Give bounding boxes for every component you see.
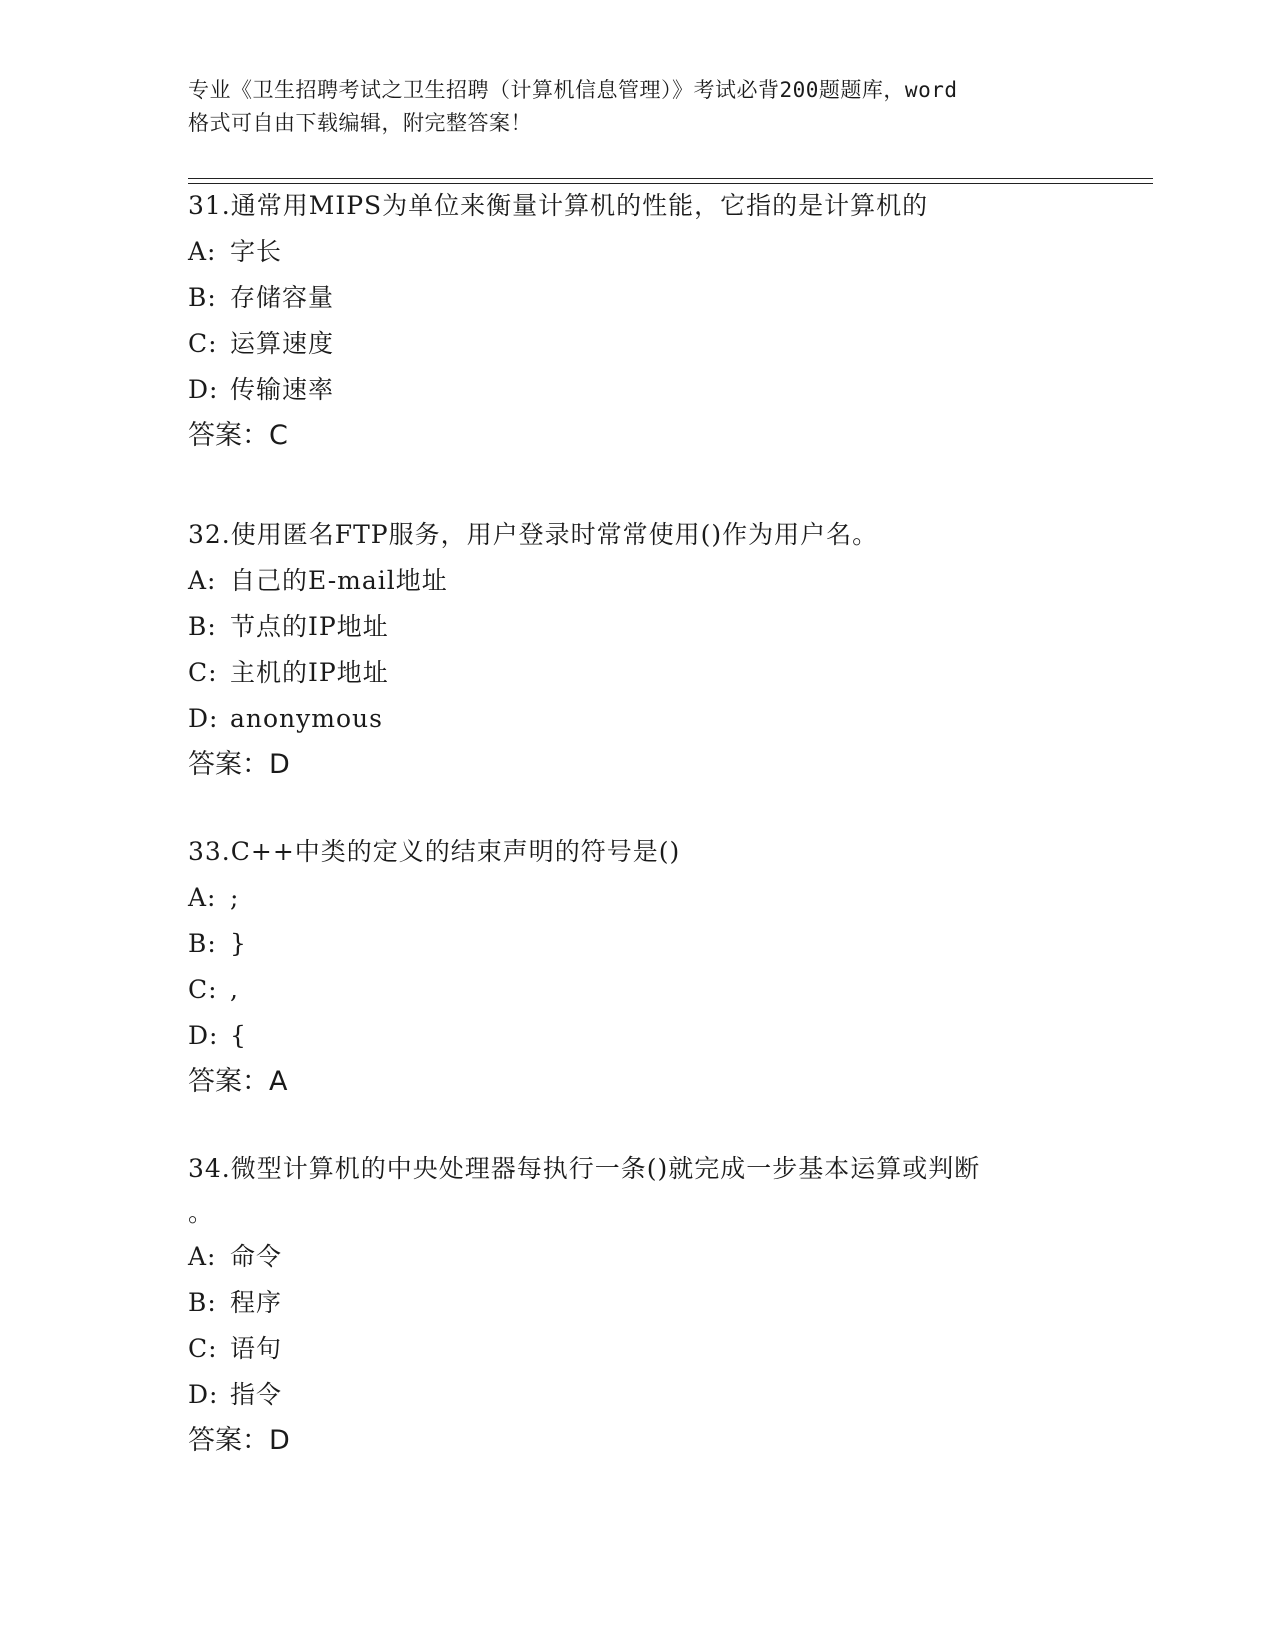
question-block (188, 1146, 1088, 1464)
option-key: C: (188, 658, 218, 687)
option-text: 存储容量 (230, 283, 335, 312)
option-key: B: (188, 1288, 217, 1317)
header-line-2: 格式可自由下载编辑，附完整答案！ (188, 111, 532, 135)
question-stem-continuation: 。 (188, 1198, 215, 1227)
option-key: A: (188, 237, 217, 266)
option-text: 节点的IP地址 (230, 612, 389, 641)
option-a (188, 558, 1088, 604)
option-c (188, 321, 1088, 367)
option-c (188, 967, 1088, 1013)
question-block (188, 512, 1088, 788)
option-text: 程序 (230, 1288, 283, 1317)
document-header (188, 74, 1088, 140)
option-key: B: (188, 929, 217, 958)
option-text: 命令 (230, 1242, 283, 1271)
option-d (188, 367, 1088, 413)
option-text: { (230, 1021, 247, 1050)
question-stem: 31.通常用MIPS为单位来衡量计算机的性能，它指的是计算机的 (188, 191, 929, 220)
option-key: D: (188, 1380, 219, 1409)
option-b (188, 921, 1088, 967)
option-b (188, 1280, 1088, 1326)
question-stem: 34.微型计算机的中央处理器每执行一条()就完成一步基本运算或判断 (188, 1154, 981, 1183)
option-d (188, 1372, 1088, 1418)
option-text: 指令 (230, 1380, 283, 1409)
header-divider-top (188, 178, 1153, 179)
option-c (188, 1326, 1088, 1372)
option-b (188, 275, 1088, 321)
option-text: 自己的E-mail地址 (230, 566, 448, 595)
option-d (188, 696, 1088, 742)
option-key: C: (188, 329, 218, 358)
option-text: , (230, 975, 239, 1004)
option-a (188, 875, 1088, 921)
option-key: A: (188, 1242, 217, 1271)
option-a (188, 229, 1088, 275)
option-text: 主机的IP地址 (230, 658, 389, 687)
option-text: 字长 (230, 237, 283, 266)
option-key: B: (188, 283, 217, 312)
option-text: ; (230, 883, 240, 912)
answer-line: 答案：D (188, 749, 290, 780)
option-text: } (230, 929, 247, 958)
option-key: C: (188, 975, 218, 1004)
option-key: A: (188, 883, 217, 912)
answer-line: 答案：C (188, 420, 288, 451)
option-text: 运算速度 (230, 329, 335, 358)
option-text: 语句 (230, 1334, 283, 1363)
option-key: A: (188, 566, 217, 595)
option-b (188, 604, 1088, 650)
option-d (188, 1013, 1088, 1059)
option-a (188, 1234, 1088, 1280)
option-c (188, 650, 1088, 696)
option-text: 传输速率 (230, 375, 335, 404)
question-block (188, 183, 1088, 459)
option-key: D: (188, 375, 219, 404)
option-text: anonymous (230, 704, 383, 733)
header-line-1: 专业《卫生招聘考试之卫生招聘（计算机信息管理）》考试必背200题题库，word (188, 78, 958, 102)
option-key: D: (188, 1021, 219, 1050)
option-key: C: (188, 1334, 218, 1363)
answer-line: 答案：D (188, 1425, 290, 1456)
question-stem: 33.C++中类的定义的结束声明的符号是() (188, 837, 681, 866)
option-key: B: (188, 612, 217, 641)
question-block (188, 829, 1088, 1105)
option-key: D: (188, 704, 219, 733)
question-stem: 32.使用匿名FTP服务，用户登录时常常使用()作为用户名。 (188, 520, 879, 549)
answer-line: 答案：A (188, 1066, 288, 1097)
